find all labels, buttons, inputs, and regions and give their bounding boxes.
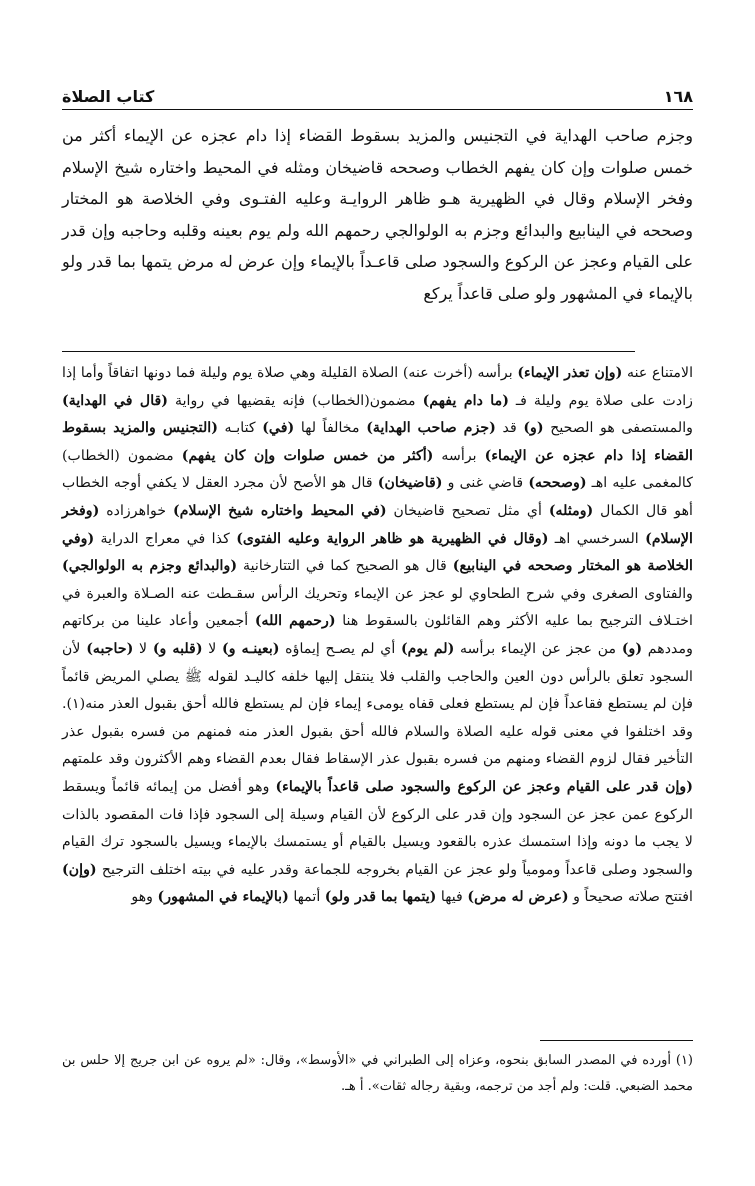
matn-quote: (بالإيماء في المشهور) [157,889,289,906]
matn-quote: (لم يوم) [400,640,455,657]
commentary-text: خواهرزاده [99,502,173,519]
matn-quote: (وقال في الظهيرية هو ظاهر الرواية وعليه الفتوى) [236,530,549,547]
footnotes [62,1048,693,1100]
matn-quote: (في) [262,420,295,437]
commentary-text: قال هو الصحيح كما في التتارخانية [237,558,453,575]
matn-quote: (أكثر من خمس صلوات وإن كان يفهم) [181,447,434,464]
matn-quote: (وصححه) [528,475,587,492]
commentary-text: أي مثل تصحيح قاضيخان [386,502,549,519]
commentary-text: قد [495,420,524,437]
commentary-text: كتابـه [217,420,263,437]
matn-quote: (وإن قدر على القيام وعجز عن الركوع والسجود صلى قاعداً بالإيماء) [275,778,693,795]
separator-rule [62,351,635,352]
commentary-text: السرخسي اهـ [548,530,646,547]
commentary-text: لأن السجود تعلق بالرأس دون العين والحاجب والقلب فلا ينتقل إليها خلفه كاليـد لقوله ﷺ يصلي المريض قائماً فإن لم يستطع فقاعداً فإن لم يستطع فعلى قفاه يومىء إيماء فإن لم يستطع فالله أحق بقبول العذر منه(١). وقد اختلفوا في معنى قوله عليه الصلاة والسلام فالله أحق بقبول العذر منه فمنهم من فسره بقبول عذر التأخير فقال لزوم القضاء ومنهم من فسره بقبول عذر الإسقاط فقال بعدم القضاء وهم الأكثرون وقد علمتهم [62,640,693,768]
commentary-text: أتمها [288,889,325,906]
commentary-text: وهو أفضل من إيمائه قائماً ويسقط الركوع عمن عجز عن السجود وإن قدر على الركوع لأن القيام وسيلة إلى السجود فإذا فات المقصود بالذات لا يجب ما دونه وإذا استمسك عذره بالقعود ويسيل بالقيام أو يستمسك بالإيماء ويسيل بالسجود ترك القيام والسجود وصلى قاعداً ومومياً ولو عجز عن القيام بخروجه للجماعة وقدر عليه في بيته اختلف الترجيح [62,778,693,878]
book-title: كتاب الصلاة [62,87,155,106]
commentary-text: كذا في معراج الدراية [94,530,237,547]
commentary-text: برأسه (أخرت عنه) الصلاة القليلة وهي صلاة يوم وليلة فما دونها اتفاقاً وأما إذا زادت على صلاة يوم وليلة فـ [62,365,693,409]
footnote-1: (١) أورده في المصدر السابق بنحوه، وعزاه إلى الطبراني في «الأوسط»، وقال: «لم يروه عن ابن جريج إلا حلس بن محمد الضبعي. قلت: ولم أجد من ترجمه، وبقية رجاله ثقات». أ هـ. [62,1053,693,1094]
matn-quote: (التجنيس والمزيد بسقوط القضاء إذا دام عجزه عن الإيماء) [62,420,694,464]
matn-quote: (بعينـه و) [222,640,280,657]
footnote-rule [540,1040,693,1041]
main-text [62,120,693,309]
matn-quote: (عرض له مرض) [467,889,569,906]
matn-quote: (وفي الخلاصة هو المختار وصححه في الينابيع) [62,530,694,575]
matn-quote: (قاضيخان) [377,475,443,492]
page-header [62,78,693,106]
commentary [62,360,693,912]
main-paragraph: وجزم صاحب الهداية في التجنيس والمزيد بسقوط القضاء إذا دام عجزه عن الإيماء أكثر من خمس صلوات وإن كان يفهم الخطاب وصححه قاضيخان ومثله في المحيط واختاره شيخ الإسلام وفخر الإسلام وقال في الظهيرية هـو ظاهر الروايـة وعليه الفتـوى وفي الخلاصة هو المختار وصححه في الينابيع والبدائع وجزم به الولوالجي رحمهم الله ولم يوم بعينه وقلبه وحاجبه وإن قدر على القيام وعجز عن الركوع والسجود صلى قاعـداً بالإيماء وإن عرض له مرض يتمها بما قدر ولو بالإيماء في المشهور ولو صلى قاعداً يركع [62,126,693,303]
matn-quote: (حاجبه) [86,640,134,657]
matn-quote: (يتمها بما قدر ولو) [324,889,437,906]
matn-quote: (رحمهم الله) [254,613,336,630]
commentary-text: والفتاوى الصغرى وفي شرح الطحاوي لو عجز عن الإيماء وتحريك الرأس سقـطت عنه الصـلاة والعبرة في اختـلاف الترجيح بما عليه الأكثر وهم القائلون بالسقوط هنا [62,585,693,630]
page-number: ١٦٨ [663,87,693,106]
matn-quote: (ومثله) [548,502,594,519]
matn-quote: (وإن) [62,861,97,878]
commentary-text: من عجز عن الإيماء برأسه [454,640,622,657]
commentary-text: فيها [436,889,468,906]
header-rule [62,109,693,110]
commentary-text: أجمعين وأعاد علينا من بركاتهم ومددهم [62,613,693,657]
commentary-text: لا [133,640,153,657]
matn-quote: (قال في الهداية) [62,392,169,409]
matn-quote: (في المحيط واختاره شيخ الإسلام) [173,502,387,519]
commentary-text: قال هو الأصح لأن مجرد العقل لا يكفي أوجه الخطاب أهو قال الكمال [62,475,694,519]
matn-quote: (قلبه و) [152,640,203,657]
commentary-text: مضمون (الخطاب) كالمغمى عليه اهـ [62,447,693,492]
matn-quote: (و) [621,640,643,657]
commentary-text: مضمون(الخطاب) فإنه يقضيها في رواية [168,392,423,409]
matn-quote: (وإن تعذر الإيماء) [517,365,623,381]
commentary-text: لا [202,640,222,657]
commentary-text: برأسه [433,447,485,464]
matn-quote: (جزم صاحب الهداية) [366,420,496,437]
commentary-text: الامتناع عنه [622,365,694,381]
commentary-text: والمستصفى هو الصحيح [543,420,693,437]
matn-quote: (و) [523,420,544,437]
commentary-text: قاضي غنى و [442,475,529,492]
matn-quote: (ما دام يفهم) [422,392,509,409]
commentary-text: افتتح صلاته صحيحاً و [568,889,693,906]
commentary-paragraph [62,360,693,912]
matn-quote: (وفخر الإسلام) [62,502,693,547]
commentary-text: أي لم يصـح إيماؤه [279,640,401,657]
commentary-text: مخالفاً لها [294,420,367,437]
commentary-text: وهو [131,889,158,906]
matn-quote: (والبدائع وجزم به الولوالجي) [62,558,238,575]
